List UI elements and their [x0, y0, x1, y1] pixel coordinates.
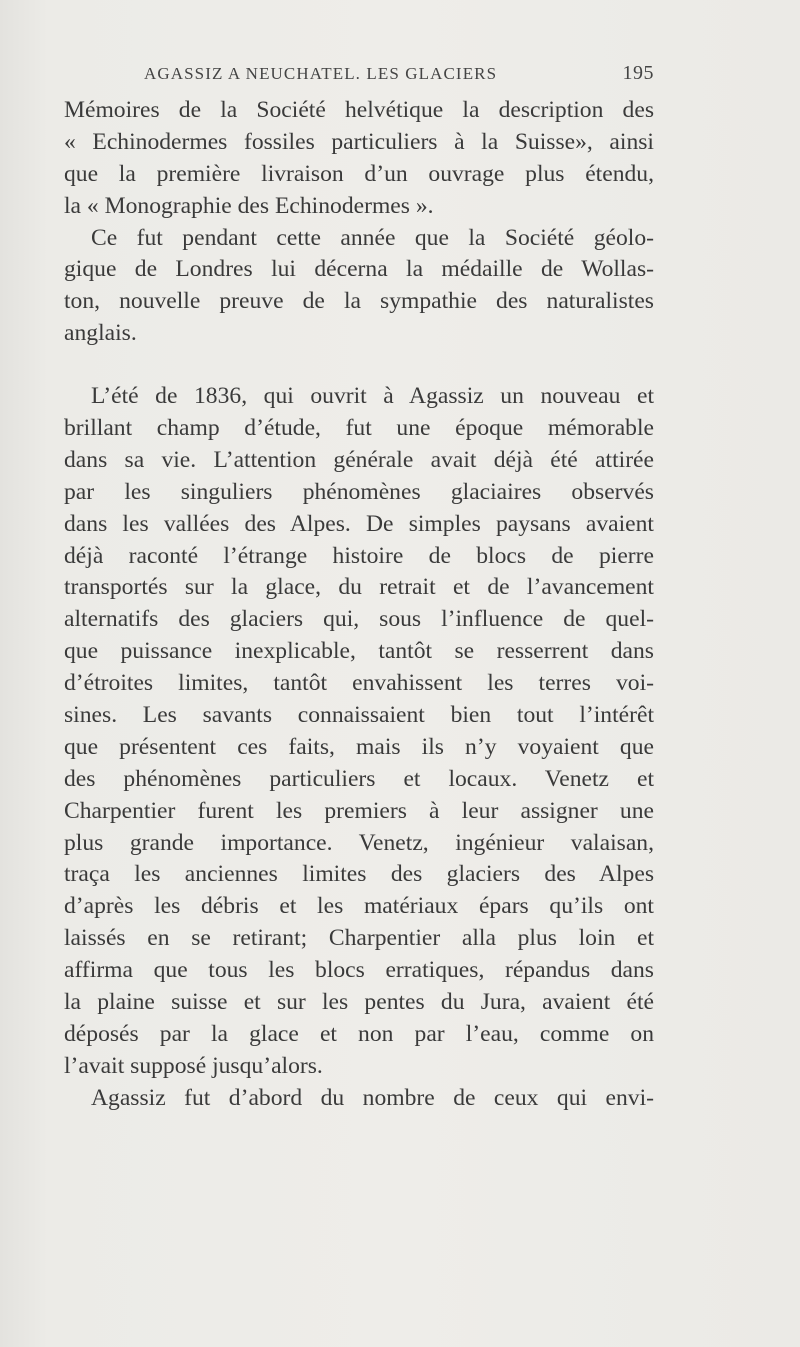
text-line: Mémoires de la Société helvétique la description des [64, 97, 654, 123]
text-line: L’été de 1836, qui ouvrit à Agassiz un nouveau et [91, 383, 654, 410]
text-line: sines. Les savants connaissaient bien tout l’intérêt [64, 702, 654, 729]
paragraph [64, 381, 654, 1083]
page-number: 195 [622, 62, 654, 84]
text-line: la « Monographie des Echinodermes ». [64, 192, 434, 219]
text-line: ton, nouvelle preuve de la sympathie des naturalistes [64, 288, 654, 315]
text-line: d’après les débris et les matériaux épars qu’ils ont [64, 893, 654, 920]
page-header [144, 64, 654, 88]
text-line: transportés sur la glace, du retrait et de l’avancement [64, 574, 654, 601]
text-line: d’étroites limites, tantôt envahissent les terres voi- [64, 670, 654, 697]
text-line: alternatifs des glaciers qui, sous l’influence de quel- [64, 606, 654, 633]
text-line: Charpentier furent les premiers à leur assigner une [64, 797, 654, 824]
paragraph [64, 223, 654, 351]
text-line: que présentent ces faits, mais ils n’y voyaient que [64, 733, 654, 760]
text-line: gique de Londres lui décerna la médaille de Wollas- [64, 256, 654, 283]
text-line: l’avait supposé jusqu’alors. [64, 1052, 323, 1079]
text-line: affirma que tous les blocs erratiques, répandus dans [64, 957, 654, 984]
text-line: Ce fut pendant cette année que la Société géolo- [91, 224, 654, 251]
text-line: dans les vallées des Alpes. De simples paysans avaient [64, 510, 654, 537]
running-title: AGASSIZ A NEUCHATEL. LES GLACIERS [144, 64, 498, 83]
text-line: que puissance inexplicable, tantôt se resserrent dans [64, 638, 654, 665]
text-line: « Echinodermes fossiles particuliers à la Suisse», ainsi [64, 128, 654, 155]
text-line: plus grande importance. Venetz, ingénieur valaisan, [64, 829, 654, 856]
text-line: que la première livraison d’un ouvrage plus étendu, [64, 160, 654, 187]
text-line: par les singuliers phénomènes glaciaires observés [64, 478, 654, 505]
text-line: Agassiz fut d’abord du nombre de ceux qui envi- [91, 1084, 654, 1111]
text-line: laissés en se retirant; Charpentier alla plus loin et [64, 925, 654, 952]
text-line: la plaine suisse et sur les pentes du Jura, avaient été [64, 989, 654, 1016]
text-line: brillant champ d’étude, fut une époque mémorable [64, 415, 654, 442]
text-line: traça les anciennes limites des glaciers des Alpes [64, 861, 654, 888]
paragraph-gap [64, 350, 654, 381]
text-line: déjà raconté l’étrange histoire de blocs de pierre [64, 542, 654, 569]
body-text [64, 95, 654, 1115]
paragraph [64, 95, 654, 223]
paragraph [64, 1083, 654, 1115]
text-line: des phénomènes particuliers et locaux. Venetz et [64, 765, 654, 792]
text-line: déposés par la glace et non par l’eau, comme on [64, 1020, 654, 1047]
text-line: dans sa vie. L’attention générale avait déjà été attirée [64, 446, 654, 473]
text-line: anglais. [64, 320, 137, 347]
